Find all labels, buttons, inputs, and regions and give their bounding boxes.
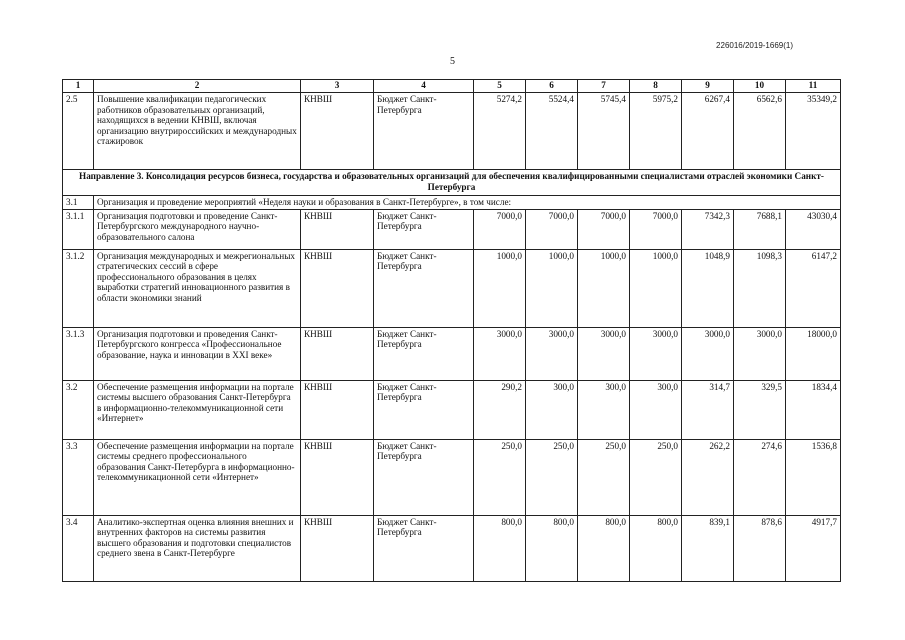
row-value: 1000,0 [474, 249, 526, 327]
header-cell: 8 [630, 80, 682, 93]
row-number: 3.2 [63, 380, 94, 439]
page-number: 5 [450, 56, 455, 67]
row-value: 3000,0 [630, 327, 682, 380]
header-cell: 7 [578, 80, 630, 93]
row-value: 800,0 [474, 515, 526, 581]
row-source: Бюджет Санкт-Петербурга [374, 249, 474, 327]
row-value: 5745,4 [578, 93, 630, 170]
row-value: 7000,0 [578, 209, 630, 249]
row-number: 3.1.3 [63, 327, 94, 380]
row-value: 3000,0 [682, 327, 734, 380]
table-row [63, 93, 841, 170]
row-value: 3000,0 [734, 327, 786, 380]
row-executor: КНВШ [301, 439, 374, 515]
row-value: 7000,0 [526, 209, 578, 249]
header-cell: 1 [63, 80, 94, 93]
row-name: Повышение квалификации педагогических работников образовательных организаций, находящихся в ведении КНВШ, включая организацию внутрироссийских и международных стажировок [94, 93, 301, 170]
program-table [62, 79, 841, 582]
row-value: 1834,4 [786, 380, 841, 439]
row-value: 800,0 [578, 515, 630, 581]
row-value: 7688,1 [734, 209, 786, 249]
row-source: Бюджет Санкт-Петербурга [374, 439, 474, 515]
row-executor: КНВШ [301, 209, 374, 249]
row-value: 1536,8 [786, 439, 841, 515]
row-value: 4917,7 [786, 515, 841, 581]
header-cell: 11 [786, 80, 841, 93]
row-name: Организация подготовки и проведения Санкт-Петербургского конгресса «Профессиональное образование, наука и инновации в XXI веке» [94, 327, 301, 380]
row-value: 7000,0 [474, 209, 526, 249]
table-row [63, 249, 841, 327]
row-number: 3.3 [63, 439, 94, 515]
direction-row [63, 170, 841, 196]
header-cell: 3 [301, 80, 374, 93]
row-value: 5274,2 [474, 93, 526, 170]
row-name: Аналитико-экспертная оценка влияния внешних и внутренних факторов на системы развития высшего образования и подготовки специалистов среднего звена в Санкт-Петербурге [94, 515, 301, 581]
row-value: 5975,2 [630, 93, 682, 170]
row-value: 1000,0 [630, 249, 682, 327]
row-value: 3000,0 [474, 327, 526, 380]
row-executor: КНВШ [301, 249, 374, 327]
row-executor: КНВШ [301, 93, 374, 170]
row-value: 3000,0 [578, 327, 630, 380]
row-value: 18000,0 [786, 327, 841, 380]
row-name: Организация международных и межрегиональных стратегических сессий в сфере профессионального образования в целях выработки стратегий инновационного развития в области экономики знаний [94, 249, 301, 327]
row-source: Бюджет Санкт-Петербурга [374, 93, 474, 170]
table-row [63, 439, 841, 515]
row-value: 250,0 [578, 439, 630, 515]
row-number: 3.1.1 [63, 209, 94, 249]
row-value: 878,6 [734, 515, 786, 581]
header-cell: 9 [682, 80, 734, 93]
table-row [63, 209, 841, 249]
row-value: 300,0 [578, 380, 630, 439]
row-value: 300,0 [526, 380, 578, 439]
header-cell: 5 [474, 80, 526, 93]
row-name: Организация подготовки и проведение Санкт-Петербургского международного научно-образовательного салона [94, 209, 301, 249]
direction-title: Направление 3. Консолидация ресурсов бизнеса, государства и образовательных организаций для обеспечения квалифицированными специалистами отраслей экономики Санкт-Петербурга [63, 170, 841, 196]
row-name: Обеспечение размещения информации на портале системы среднего профессионального образования Санкт-Петербурга в информационно-телекоммуникационной сети «Интернет» [94, 439, 301, 515]
row-value: 7342,3 [682, 209, 734, 249]
row-number: 3.4 [63, 515, 94, 581]
row-value: 1000,0 [526, 249, 578, 327]
row-value: 262,2 [682, 439, 734, 515]
row-executor: КНВШ [301, 515, 374, 581]
row-source: Бюджет Санкт-Петербурга [374, 327, 474, 380]
row-value: 7000,0 [630, 209, 682, 249]
row-value: 250,0 [630, 439, 682, 515]
header-cell: 2 [94, 80, 301, 93]
row-value: 274,6 [734, 439, 786, 515]
row-value: 35349,2 [786, 93, 841, 170]
row-executor: КНВШ [301, 380, 374, 439]
row-value: 250,0 [474, 439, 526, 515]
row-value: 800,0 [526, 515, 578, 581]
row-source: Бюджет Санкт-Петербурга [374, 380, 474, 439]
row-value: 329,5 [734, 380, 786, 439]
row-value: 6562,6 [734, 93, 786, 170]
table-row [63, 515, 841, 581]
row-value: 5524,4 [526, 93, 578, 170]
row-value: 1098,3 [734, 249, 786, 327]
section-row [63, 196, 841, 210]
row-value: 1000,0 [578, 249, 630, 327]
row-number: 3.1 [63, 196, 94, 210]
row-value: 839,1 [682, 515, 734, 581]
row-name: Обеспечение размещения информации на портале системы высшего образования Санкт-Петербурга в информационно-телекоммуникационной сети «Интернет» [94, 380, 301, 439]
row-executor: КНВШ [301, 327, 374, 380]
header-cell: 6 [526, 80, 578, 93]
row-number: 2.5 [63, 93, 94, 170]
section-text: Организация и проведение мероприятий «Неделя науки и образования в Санкт-Петербурге», в том числе: [94, 196, 841, 210]
row-value: 250,0 [526, 439, 578, 515]
row-value: 314,7 [682, 380, 734, 439]
row-source: Бюджет Санкт-Петербурга [374, 515, 474, 581]
table-row [63, 380, 841, 439]
row-value: 1048,9 [682, 249, 734, 327]
row-value: 290,2 [474, 380, 526, 439]
document-id: 226016/2019-1669(1) [716, 41, 793, 50]
row-value: 300,0 [630, 380, 682, 439]
header-cell: 4 [374, 80, 474, 93]
row-number: 3.1.2 [63, 249, 94, 327]
header-cell: 10 [734, 80, 786, 93]
row-value: 3000,0 [526, 327, 578, 380]
header-row [63, 80, 841, 93]
row-value: 43030,4 [786, 209, 841, 249]
table-row [63, 327, 841, 380]
row-value: 6267,4 [682, 93, 734, 170]
row-value: 800,0 [630, 515, 682, 581]
row-source: Бюджет Санкт-Петербурга [374, 209, 474, 249]
row-value: 6147,2 [786, 249, 841, 327]
